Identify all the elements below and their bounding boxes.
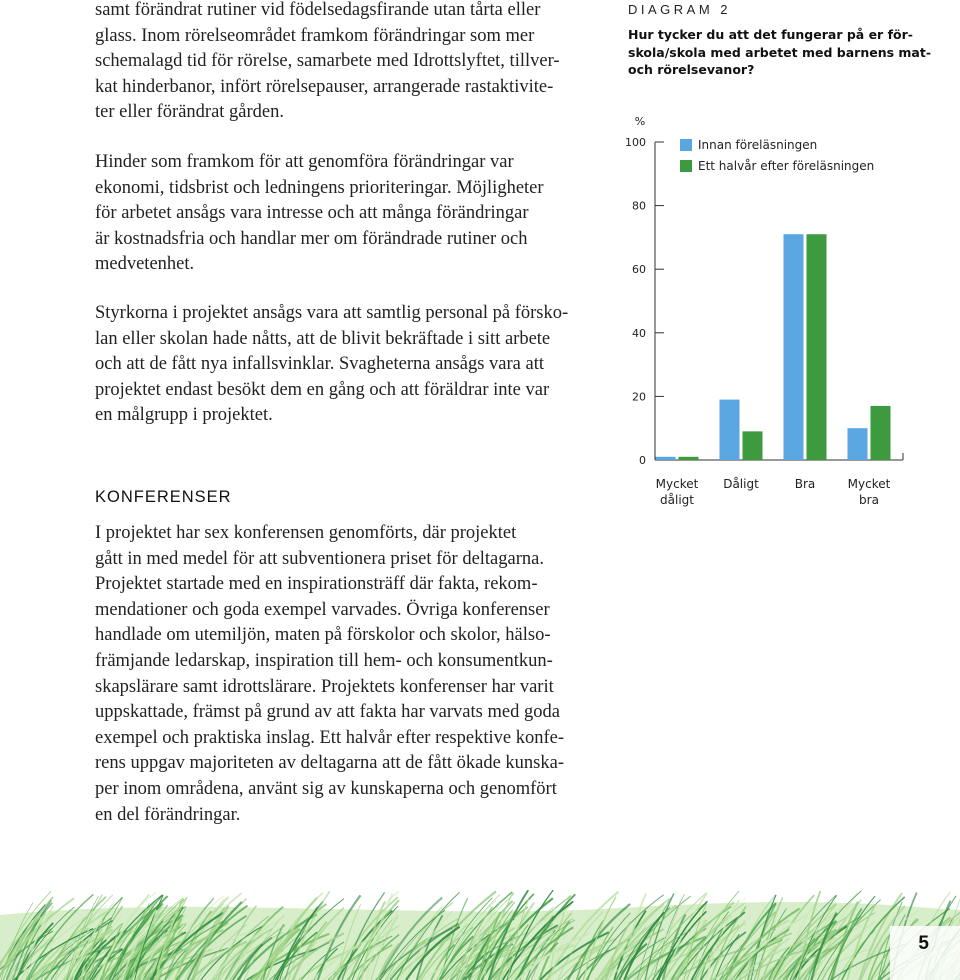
- decorative-grass-band: [0, 890, 960, 980]
- y-tick-label: 100: [625, 136, 646, 149]
- section-heading-konferenser: KONFERENSER: [95, 488, 232, 506]
- x-tick-label: Mycket: [655, 477, 699, 491]
- diagram-question: Hur tycker du att det fungerar på er för- skola/skola med arbetet med barnens mat- och rörelsevanor?: [628, 27, 932, 77]
- body-paragraph-2: Hinder som framkom för att genomföra förändringar var ekonomi, tidsbrist och ledningens prioriteringar. Möjligheter för arbetet ansågs vara intresse och att många förändringar är kostnadsfria och handlar mer om förändrade rutiner och medvetenhet.: [95, 152, 544, 275]
- x-tick-label: Dåligt: [723, 477, 759, 491]
- y-axis-label: %: [634, 115, 646, 128]
- body-paragraph-3: Styrkorna i projektet ansågs vara att samtlig personal på försko- lan eller skolan hade nåtts, att de blivit bekräftade i sitt arbete och att de fått nya infallsvinklar. Svagheterna ansågs vara att projektet endast besökt dem en gång och att föräldrar inte var en målgrupp i projektet.: [95, 303, 569, 426]
- legend-swatch: [680, 160, 692, 172]
- bar: [743, 431, 763, 460]
- y-tick-label: 20: [632, 390, 646, 404]
- body-paragraph-1: samt förändrat rutiner vid födelsedagsfirande utan tårta eller glass. Inom rörelseområdet framkom förändringar som mer schemalagd tid för rörelse, samarbete med Idrottslyftet, tillver- kat hinderbanor, infört rörelsepauser, arrangerade rastaktivite- ter eller förändrat gården.: [95, 0, 560, 123]
- bar: [871, 406, 891, 460]
- bar: [848, 428, 868, 460]
- x-tick-label: dåligt: [660, 493, 694, 507]
- page-number: 5: [918, 933, 929, 954]
- x-tick-label: Mycket: [847, 477, 891, 491]
- legend-swatch: [680, 139, 692, 151]
- bar-chart: [620, 110, 920, 520]
- diagram-label: DIAGRAM 2: [628, 2, 732, 17]
- legend-label: Ett halvår efter föreläsningen: [698, 159, 875, 173]
- bar: [784, 234, 804, 460]
- bar: [656, 457, 676, 460]
- y-tick-label: 60: [632, 263, 646, 277]
- y-tick-label: 0: [639, 454, 646, 467]
- body-paragraph-4: I projektet har sex konferensen genomförts, där projektet gått in med medel för att subventionera priset för deltagarna. Projektet startade med en inspirationsträff där fakta, rekom- mendationer och goda exempel varvades. Övriga konferenser handlade om utemiljön, maten på förskolor och skolor, hälso- främjande ledarskap, inspiration till hem- och konsumentkun- skapslärare samt idrottslärare. Projektets konferenser har varit uppskattade, främst på grund av att fakta har varvats med goda exempel och praktiska inslag. Ett halvår efter respektive konfe- rens uppgav majoriteten av deltagarna att de fått ökade kunska- per inom områdena, använt sig av kunskaperna och genomfört en del förändringar.: [95, 523, 564, 825]
- x-tick-label: Bra: [794, 477, 816, 491]
- y-tick-label: 40: [632, 326, 646, 340]
- x-tick-label: bra: [859, 493, 879, 507]
- bar: [807, 234, 827, 460]
- bar: [679, 457, 699, 460]
- legend-label: Innan föreläsningen: [698, 138, 818, 152]
- bar: [720, 400, 740, 460]
- y-tick-label: 80: [632, 199, 646, 213]
